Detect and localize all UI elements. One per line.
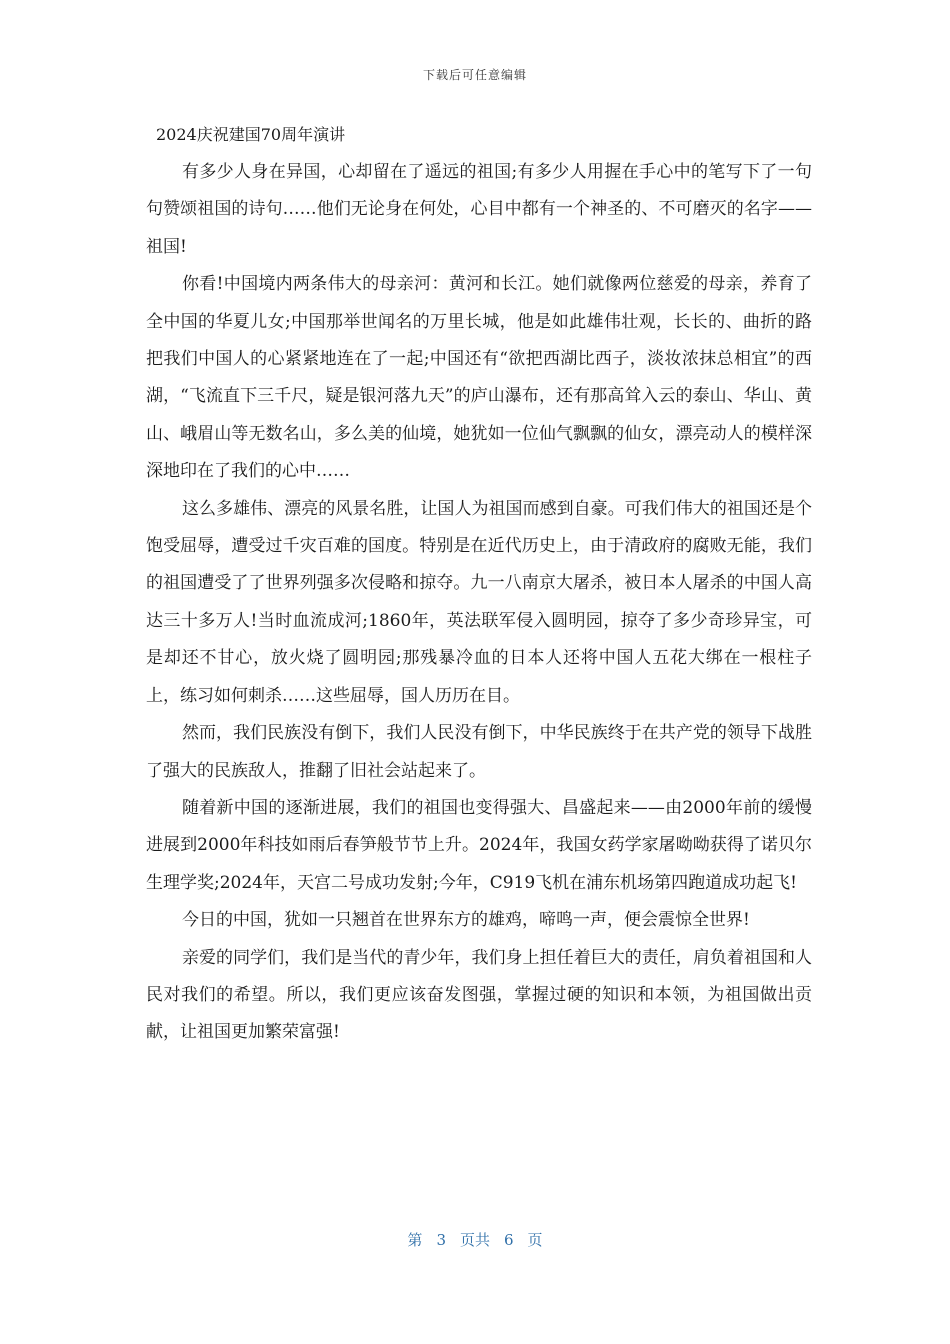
document-body: [146, 116, 812, 1052]
paragraph-7: 亲爱的同学们，我们是当代的青少年，我们身上担任着巨大的责任，肩负着祖国和人民对我们的希望。所以，我们更应该奋发图强，掌握过硬的知识和本领，为祖国做出贡献，让祖国更加繁荣富强!: [146, 947, 812, 1043]
footer-current-page: 3: [436, 1231, 446, 1249]
footer-label-after: 页: [527, 1231, 543, 1249]
page-footer: [0, 1229, 950, 1250]
page-header: 下载后可任意编辑: [422, 68, 527, 82]
paragraph-5: 随着新中国的逐渐进展，我们的祖国也变得强大、昌盛起来——由2000年前的缓慢进展到2000年科技如雨后春笋般节节上升。2024年，我国女药学家屠呦呦获得了诺贝尔生理学奖;2024年，天宫二号成功发射;今年，C919飞机在浦东机场第四跑道成功起飞!: [146, 797, 812, 893]
document-title: 2024庆祝建国70周年演讲: [156, 125, 346, 144]
paragraph-1: 有多少人身在异国，心却留在了遥远的祖国;有多少人用握在手心中的笔写下了一句句赞颂祖国的诗句……他们无论身在何处，心目中都有一个神圣的、不可磨灭的名字——祖国!: [146, 162, 812, 257]
paragraph-2: 你看!中国境内两条伟大的母亲河：黄河和长江。她们就像两位慈爱的母亲，养育了全中国的华夏儿女;中国那举世闻名的万里长城，他是如此雄伟壮观，长长的、曲折的路把我们中国人的心紧紧地连在了一起;中国还有“欲把西湖比西子，淡妆浓抹总相宜”的西湖，“飞流直下三千尺，疑是银河落九天”的庐山瀑布，还有那高耸入云的泰山、华山、黄山、峨眉山等无数名山，多么美的仙境，她犹如一位仙气飘飘的仙女，漂亮动人的模样深深地印在了我们的心中……: [146, 274, 812, 482]
paragraph-4: 然而，我们民族没有倒下，我们人民没有倒下，中华民族终于在共产党的领导下战胜了强大的民族敌人，推翻了旧社会站起来了。: [146, 723, 812, 781]
footer-label-middle: 页共: [459, 1231, 490, 1249]
paragraph-6: 今日的中国，犹如一只翘首在世界东方的雄鸡，啼鸣一声，便会震惊全世界!: [182, 910, 750, 931]
paragraph-3: 这么多雄伟、漂亮的风景名胜，让国人为祖国而感到自豪。可我们伟大的祖国还是个饱受屈辱，遭受过千灾百难的国度。特别是在近代历史上，由于清政府的腐败无能，我们的祖国遭受了了世界列强多次侵略和掠夺。九一八南京大屠杀，被日本人屠杀的中国人高达三十多万人!当时血流成河;1860年，英法联军侵入圆明园，掠夺了多少奇珍异宝，可是却还不甘心，放火烧了圆明园;那残暴冷血的日本人还将中国人五花大绑在一根柱子上，练习如何刺杀……这些屈辱，国人历历在目。: [146, 498, 812, 706]
footer-total-pages: 6: [504, 1231, 514, 1249]
footer-label-before: 第: [407, 1231, 423, 1249]
